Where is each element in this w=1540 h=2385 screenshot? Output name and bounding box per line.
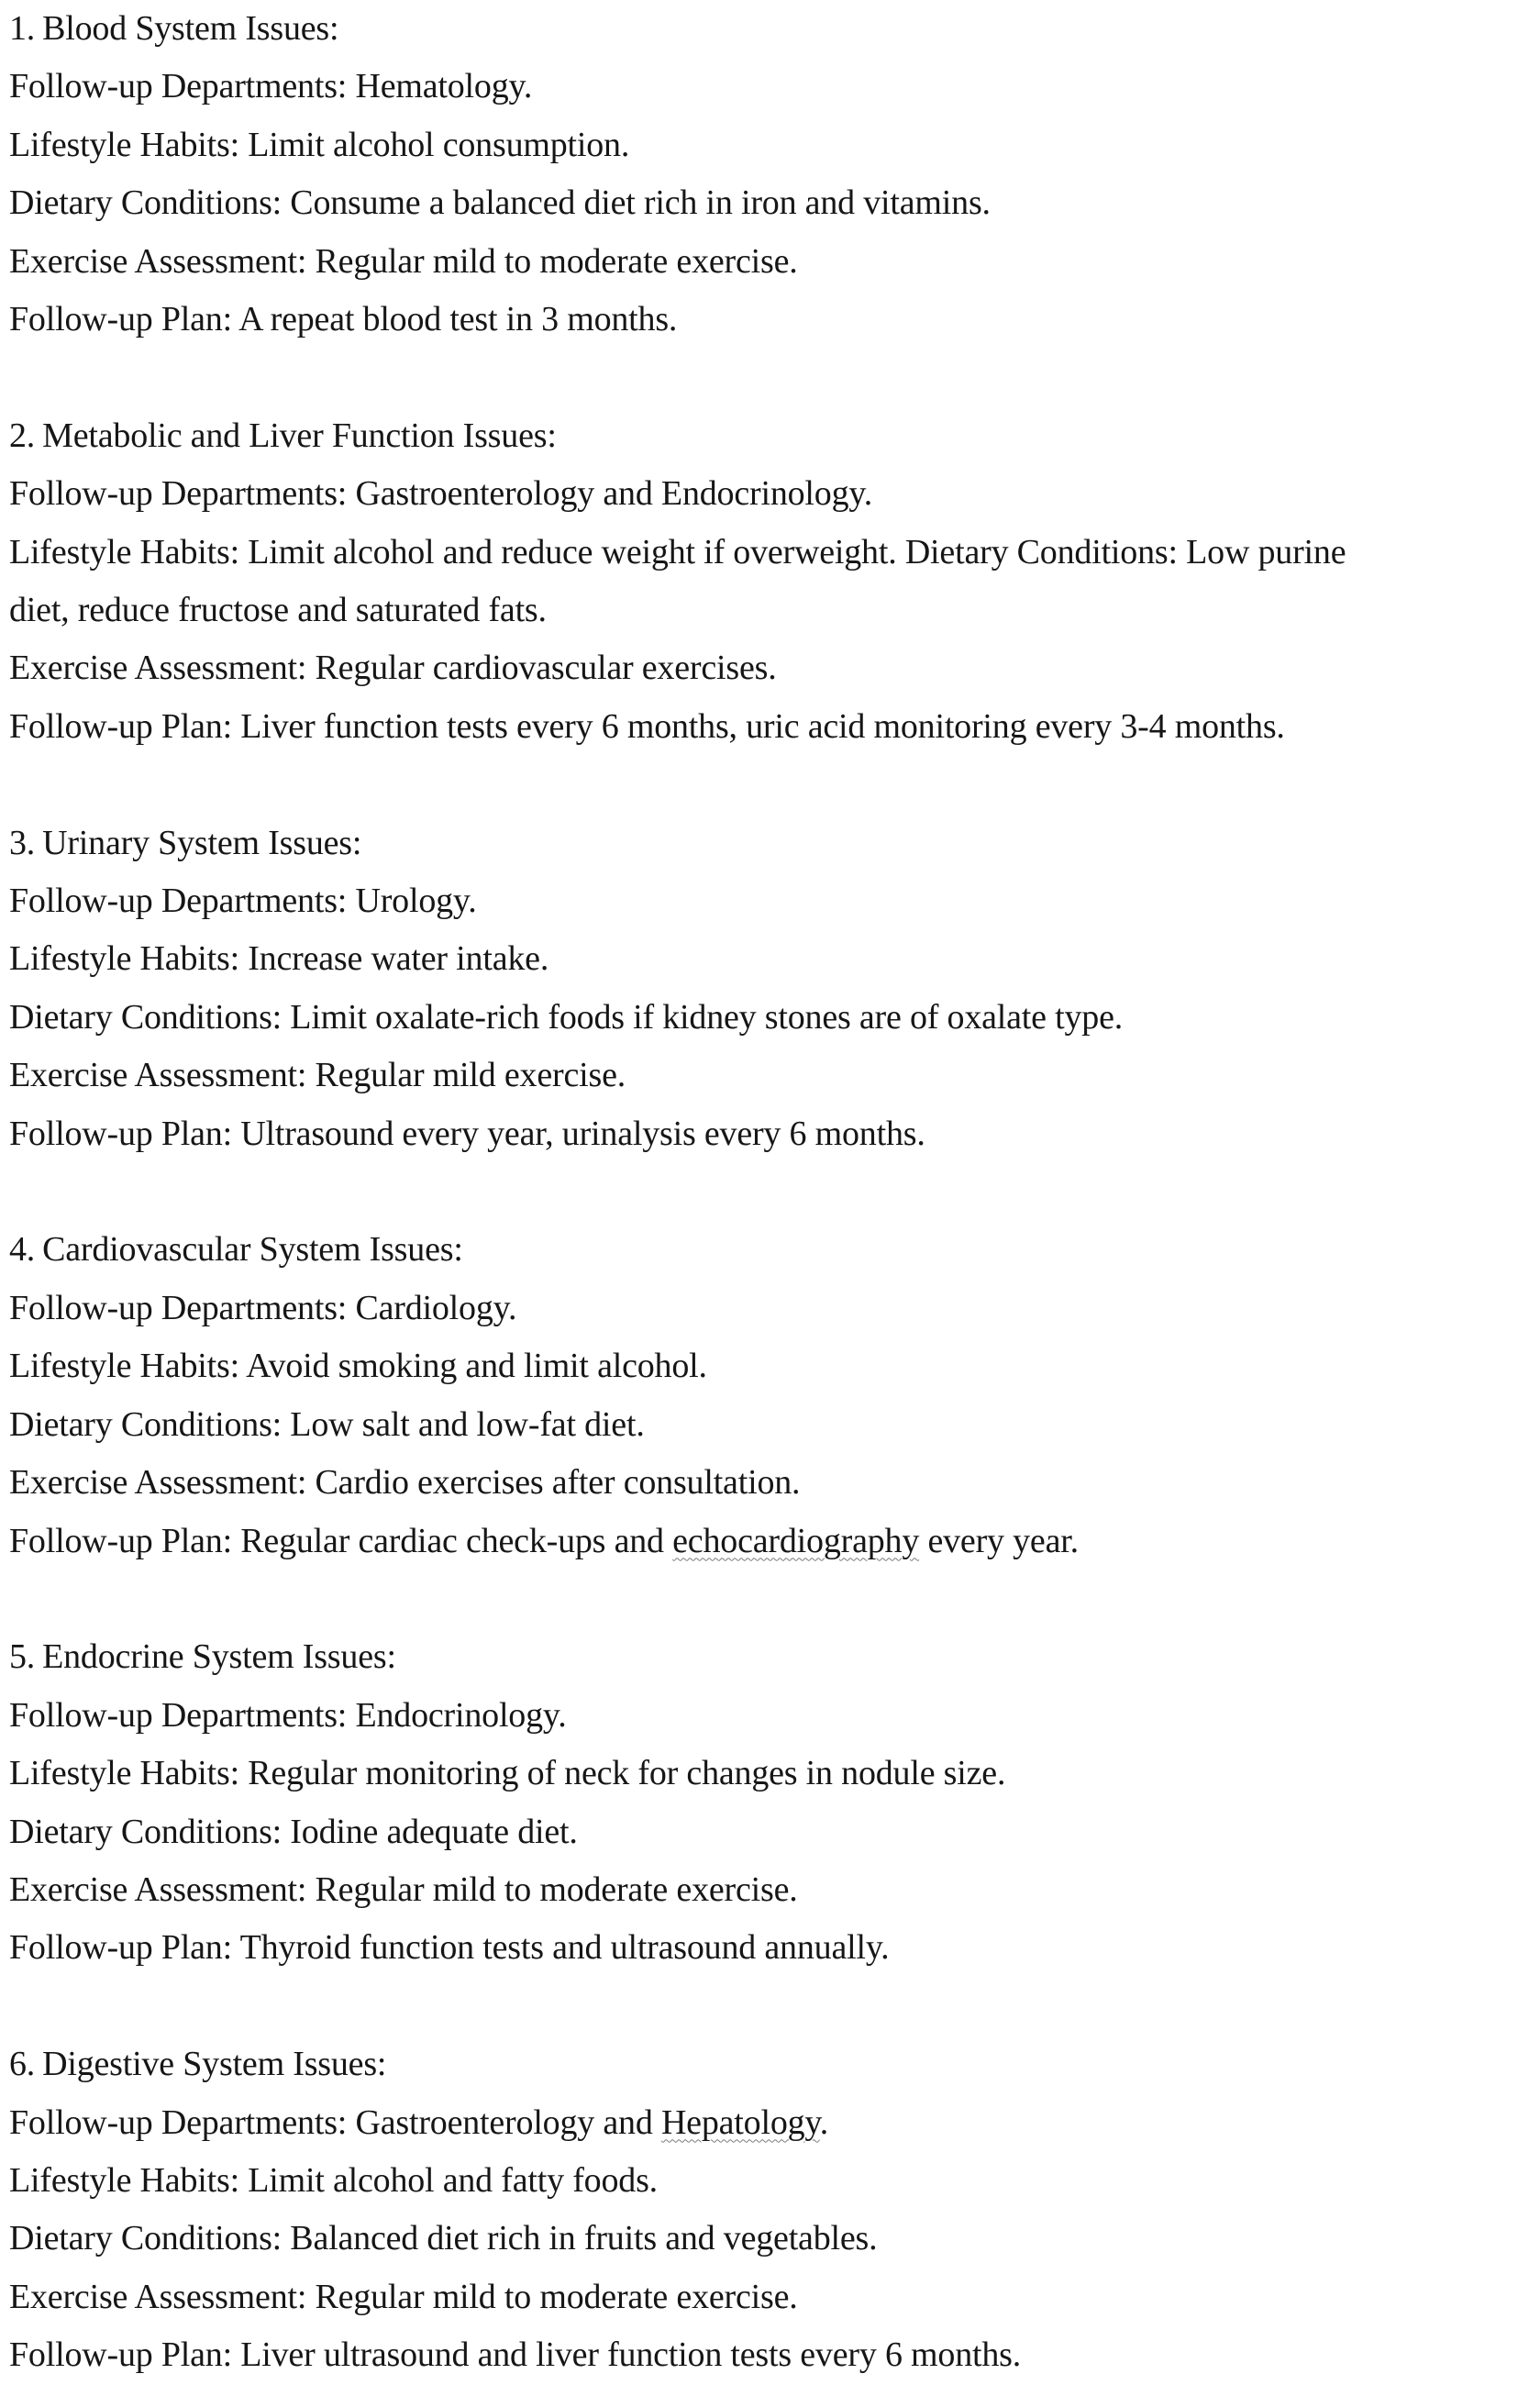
section-heading xyxy=(9,1628,1536,1686)
dietary-conditions: Dietary Conditions: Balanced diet rich in fruits and vegetables. xyxy=(9,2219,878,2258)
section-number: 4. xyxy=(9,1230,36,1270)
lifestyle-dietary: Lifestyle Habits: Limit alcohol and reduce weight if overweight. Dietary Conditions: Low purine xyxy=(9,532,1346,571)
section-heading xyxy=(9,815,1536,872)
section-metabolic-liver xyxy=(9,407,1536,756)
section-heading xyxy=(9,0,1536,58)
section-cardiovascular-system xyxy=(9,1221,1536,1570)
followup-plan-text-end: every year. xyxy=(919,1521,1079,1560)
section-urinary-system xyxy=(9,815,1536,1163)
exercise-assessment: Exercise Assessment: Regular cardiovascular exercises. xyxy=(9,649,777,688)
followup-plan: Follow-up Plan: A repeat blood test in 3 months. xyxy=(9,300,678,339)
followup-departments: Follow-up Departments: Urology. xyxy=(9,882,477,921)
lifestyle-habits: Lifestyle Habits: Limit alcohol and fatty foods. xyxy=(9,2160,658,2200)
blank-line xyxy=(9,349,1536,406)
followup-plan: Follow-up Plan: Thyroid function tests and ultrasound annually. xyxy=(9,1928,890,1968)
followup-departments: Follow-up Departments: Cardiology. xyxy=(9,1288,517,1327)
section-title: Digestive System Issues: xyxy=(42,2045,387,2084)
section-heading xyxy=(9,1221,1536,1279)
followup-plan: Follow-up Plan: Liver function tests every 6 months, uric acid monitoring every 3-4 months. xyxy=(9,706,1285,746)
followup-departments xyxy=(9,2094,1536,2152)
section-number: 2. xyxy=(9,416,36,455)
spellcheck-word: echocardiography xyxy=(672,1521,920,1560)
exercise-assessment: Exercise Assessment: Regular mild to moderate exercise. xyxy=(9,2277,798,2316)
followup-departments: Follow-up Departments: Endocrinology. xyxy=(9,1695,567,1735)
section-title: Metabolic and Liver Function Issues: xyxy=(42,416,557,455)
blank-line xyxy=(9,756,1536,814)
dietary-conditions: Dietary Conditions: Consume a balanced diet rich in iron and vitamins. xyxy=(9,183,991,223)
document-body xyxy=(9,0,1536,2385)
section-number: 5. xyxy=(9,1637,36,1677)
exercise-assessment: Exercise Assessment: Regular mild to moderate exercise. xyxy=(9,241,798,281)
lifestyle-habits: Lifestyle Habits: Regular monitoring of neck for changes in nodule size. xyxy=(9,1754,1006,1793)
blank-line xyxy=(9,1978,1536,2036)
lifestyle-habits: Lifestyle Habits: Limit alcohol consumption. xyxy=(9,125,630,164)
blank-line xyxy=(9,1163,1536,1221)
followup-departments-text: Follow-up Departments: Gastroenterology and xyxy=(9,2102,661,2142)
dietary-conditions: Dietary Conditions: Iodine adequate diet. xyxy=(9,1812,578,1851)
dietary-conditions: Dietary Conditions: Limit oxalate-rich foods if kidney stones are of oxalate type. xyxy=(9,997,1124,1037)
section-endocrine-system xyxy=(9,1628,1536,1977)
exercise-assessment: Exercise Assessment: Cardio exercises after consultation. xyxy=(9,1463,801,1503)
section-digestive-system xyxy=(9,2036,1536,2384)
section-number: 6. xyxy=(9,2045,36,2084)
exercise-assessment: Exercise Assessment: Regular mild exercise. xyxy=(9,1056,626,1095)
lifestyle-habits: Lifestyle Habits: Avoid smoking and limit alcohol. xyxy=(9,1347,707,1386)
lifestyle-habits: Lifestyle Habits: Increase water intake. xyxy=(9,939,549,979)
section-heading xyxy=(9,2036,1536,2093)
spellcheck-word: Hepatology xyxy=(660,2102,820,2142)
lifestyle-dietary-continued: diet, reduce fructose and saturated fats. xyxy=(9,591,547,630)
followup-plan-text: Follow-up Plan: Regular cardiac check-ups and xyxy=(9,1521,673,1560)
section-number: 1. xyxy=(9,9,36,48)
blank-line xyxy=(9,1570,1536,1628)
section-blood-system xyxy=(9,0,1536,349)
section-number: 3. xyxy=(9,823,36,862)
followup-plan: Follow-up Plan: Ultrasound every year, urinalysis every 6 months. xyxy=(9,1114,925,1153)
followup-plan xyxy=(9,1513,1536,1570)
followup-departments: Follow-up Departments: Gastroenterology and Endocrinology. xyxy=(9,474,873,514)
exercise-assessment: Exercise Assessment: Regular mild to moderate exercise. xyxy=(9,1869,798,1909)
section-title: Endocrine System Issues: xyxy=(42,1637,396,1677)
section-title: Blood System Issues: xyxy=(42,9,339,48)
section-heading xyxy=(9,407,1536,465)
followup-departments-text-end: . xyxy=(819,2102,829,2142)
followup-plan: Follow-up Plan: Liver ultrasound and liver function tests every 6 months. xyxy=(9,2335,1022,2375)
section-title: Urinary System Issues: xyxy=(42,823,362,862)
followup-departments: Follow-up Departments: Hematology. xyxy=(9,67,533,106)
section-title: Cardiovascular System Issues: xyxy=(42,1230,463,1270)
dietary-conditions: Dietary Conditions: Low salt and low-fat diet. xyxy=(9,1404,645,1444)
